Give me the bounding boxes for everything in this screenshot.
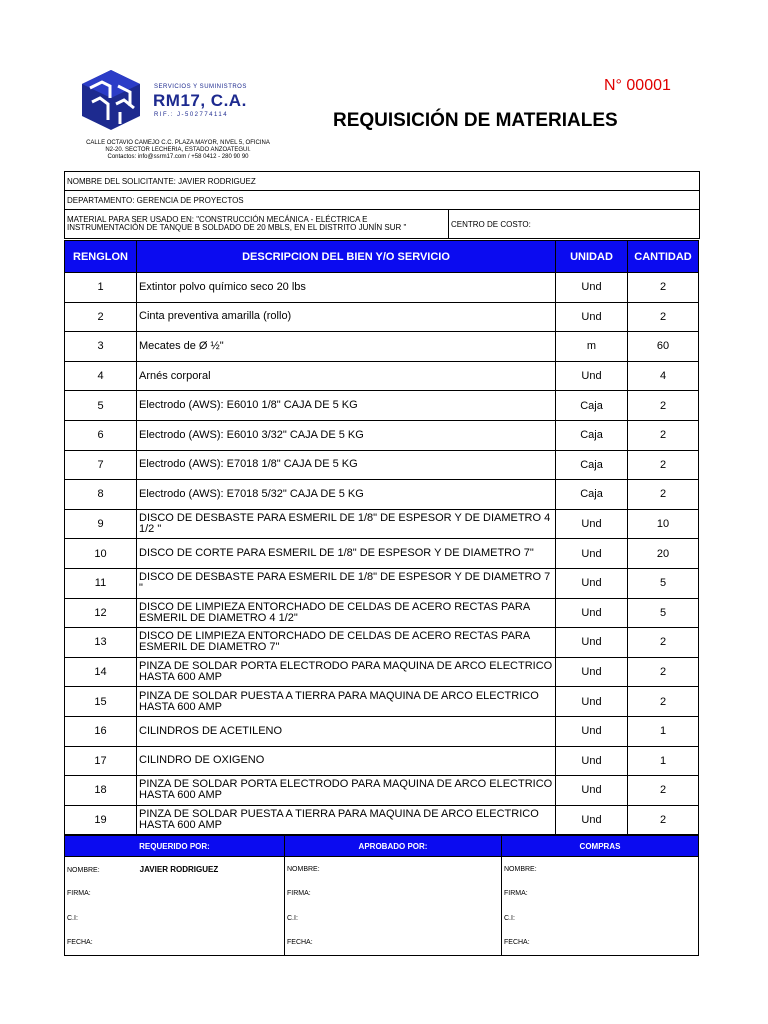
- cantidad-cell: 2: [628, 776, 699, 806]
- descripcion-cell: Extintor polvo químico seco 20 lbs: [137, 273, 556, 303]
- table-row: [65, 273, 699, 303]
- header-descripcion: DESCRIPCION DEL BIEN Y/O SERVICIO: [137, 241, 556, 273]
- table-row: [65, 805, 699, 835]
- cantidad-cell: 2: [628, 420, 699, 450]
- requerido-header: REQUERIDO POR:: [65, 836, 285, 857]
- table-row: [65, 598, 699, 628]
- signature-firma-row: [65, 882, 699, 907]
- unidad-cell: Und: [556, 687, 628, 717]
- document-title: REQUISICIÓN DE MATERIALES: [333, 110, 618, 131]
- table-row: [65, 391, 699, 421]
- renglon-cell: 1: [65, 273, 137, 303]
- cantidad-cell: 5: [628, 598, 699, 628]
- address-contact: Contactos: info@ssrm17.com / +58 0412 - 280 90 90: [107, 154, 249, 160]
- unidad-cell: Und: [556, 273, 628, 303]
- renglon-cell: 19: [65, 805, 137, 835]
- renglon-cell: 14: [65, 657, 137, 687]
- cantidad-cell: 2: [628, 628, 699, 658]
- header-renglon: RENGLON: [65, 241, 137, 273]
- descripcion-cell: Mecates de Ø ½": [137, 332, 556, 362]
- aprobado-header: APROBADO POR:: [285, 836, 502, 857]
- descripcion-cell: PINZA DE SOLDAR PUESTA A TIERRA PARA MAQUINA DE ARCO ELECTRICO HASTA 600 AMP: [137, 805, 556, 835]
- descripcion-cell: PINZA DE SOLDAR PUESTA A TIERRA PARA MAQUINA DE ARCO ELECTRICO HASTA 600 AMP: [137, 687, 556, 717]
- cantidad-cell: 4: [628, 361, 699, 391]
- firma-label: FIRMA:: [504, 890, 528, 898]
- compras-firma-cell: [502, 882, 699, 907]
- descripcion-cell: DISCO DE DESBASTE PARA ESMERIL DE 1/8" DE ESPESOR Y DE DIAMETRO 4 1/2 ": [137, 509, 556, 539]
- cantidad-cell: 2: [628, 480, 699, 510]
- material-line: INSTRUMENTACIÓN DE TANQUE B SOLDADO DE 20 MBLS, EN EL DISTRITO JUNÍN SUR ": [67, 223, 407, 232]
- cantidad-cell: 5: [628, 568, 699, 598]
- table-row: [65, 746, 699, 776]
- cantidad-cell: 2: [628, 391, 699, 421]
- material-line: MATERIAL PARA SER USADO EN: "CONSTRUCCIÓN MECÁNICA - ELÉCTRICA E: [67, 215, 368, 224]
- centro-costo-field: CENTRO DE COSTO:: [451, 219, 531, 229]
- material-field: [65, 210, 449, 238]
- descripcion-cell: CILINDROS DE ACETILENO: [137, 716, 556, 746]
- table-row: [65, 716, 699, 746]
- company-address: [62, 140, 294, 161]
- aprobado-nombre-cell: [285, 857, 502, 882]
- descripcion-cell: CILINDRO DE OXIGENO: [137, 746, 556, 776]
- table-row: [65, 776, 699, 806]
- descripcion-cell: DISCO DE LIMPIEZA ENTORCHADO DE CELDAS DE ACERO RECTAS PARA ESMERIL DE DIAMETRO 4 1/2": [137, 598, 556, 628]
- compras-fecha-cell: [502, 931, 699, 956]
- compras-nombre-cell: [502, 857, 699, 882]
- table-row: [65, 420, 699, 450]
- requisition-info: [64, 171, 700, 239]
- company-name: RM17, C.A.: [153, 91, 247, 110]
- solicitante-field: NOMBRE DEL SOLICITANTE: JAVIER RODRIGUEZ: [67, 176, 256, 186]
- unidad-cell: Und: [556, 805, 628, 835]
- unidad-cell: m: [556, 332, 628, 362]
- table-row: [65, 332, 699, 362]
- aprobado-fecha-cell: [285, 931, 502, 956]
- descripcion-cell: DISCO DE LIMPIEZA ENTORCHADO DE CELDAS DE ACERO RECTAS PARA ESMERIL DE DIAMETRO 7": [137, 628, 556, 658]
- table-row: [65, 687, 699, 717]
- unidad-cell: Und: [556, 657, 628, 687]
- descripcion-cell: Electrodo (AWS): E7018 1/8" CAJA DE 5 KG: [137, 450, 556, 480]
- address-line: CALLE OCTAVIO CAMEJO C.C. PLAZA MAYOR, NIVEL 5, OFICINA: [86, 140, 270, 146]
- nombre-label: NOMBRE:: [504, 865, 537, 873]
- cantidad-cell: 2: [628, 687, 699, 717]
- company-logo: [80, 68, 142, 132]
- unidad-cell: Und: [556, 776, 628, 806]
- cantidad-cell: 2: [628, 302, 699, 332]
- firma-label: FIRMA:: [67, 890, 91, 898]
- nombre-label: NOMBRE:: [287, 865, 320, 873]
- unidad-cell: Und: [556, 568, 628, 598]
- requerido-nombre-value: JAVIER RODRIGUEZ: [139, 864, 219, 874]
- table-row: [65, 628, 699, 658]
- departamento-field: DEPARTAMENTO: GERENCIA DE PROYECTOS: [67, 195, 244, 205]
- cantidad-cell: 60: [628, 332, 699, 362]
- cantidad-cell: 20: [628, 539, 699, 569]
- descripcion-cell: Electrodo (AWS): E6010 1/8" CAJA DE 5 KG: [137, 391, 556, 421]
- cantidad-cell: 2: [628, 657, 699, 687]
- ci-label: C.I:: [287, 914, 298, 922]
- renglon-cell: 3: [65, 332, 137, 362]
- cantidad-cell: 2: [628, 805, 699, 835]
- renglon-cell: 5: [65, 391, 137, 421]
- table-row: [65, 302, 699, 332]
- renglon-cell: 10: [65, 539, 137, 569]
- renglon-cell: 12: [65, 598, 137, 628]
- renglon-cell: 6: [65, 420, 137, 450]
- materials-table: [64, 240, 699, 835]
- renglon-cell: 11: [65, 568, 137, 598]
- header-unidad: UNIDAD: [556, 241, 628, 273]
- descripcion-cell: DISCO DE CORTE PARA ESMERIL DE 1/8" DE ESPESOR Y DE DIAMETRO 7": [137, 539, 556, 569]
- renglon-cell: 17: [65, 746, 137, 776]
- table-row: [65, 509, 699, 539]
- unidad-cell: Caja: [556, 480, 628, 510]
- unidad-cell: Und: [556, 302, 628, 332]
- fecha-label: FECHA:: [67, 939, 93, 947]
- table-row: [65, 361, 699, 391]
- table-row: [65, 568, 699, 598]
- cantidad-cell: 2: [628, 450, 699, 480]
- cantidad-cell: 1: [628, 746, 699, 776]
- firma-label: FIRMA:: [287, 890, 311, 898]
- unidad-cell: Und: [556, 716, 628, 746]
- compras-header: COMPRAS: [502, 836, 699, 857]
- descripcion-cell: Arnés corporal: [137, 361, 556, 391]
- signature-name-row: [65, 857, 699, 882]
- renglon-cell: 8: [65, 480, 137, 510]
- descripcion-cell: Cinta preventiva amarilla (rollo): [137, 302, 556, 332]
- table-row: [65, 450, 699, 480]
- table-row: [65, 480, 699, 510]
- solicitante-row: [65, 172, 699, 191]
- address-line: N2-20. SECTOR LECHERIA, ESTADO ANZOATEGUI.: [105, 147, 251, 153]
- unidad-cell: Und: [556, 539, 628, 569]
- company-tagline: SERVICIOS Y SUMINISTROS: [154, 84, 247, 90]
- document-number: N° 00001: [604, 77, 671, 94]
- ci-label: C.I:: [67, 914, 78, 922]
- unidad-cell: Und: [556, 509, 628, 539]
- requerido-firma-cell: [65, 882, 285, 907]
- cantidad-cell: 10: [628, 509, 699, 539]
- unidad-cell: Und: [556, 361, 628, 391]
- fecha-label: FECHA:: [287, 939, 313, 947]
- aprobado-firma-cell: [285, 882, 502, 907]
- table-header-row: [65, 241, 699, 273]
- signatures-header-row: [65, 836, 699, 857]
- signature-ci-row: [65, 906, 699, 931]
- unidad-cell: Und: [556, 628, 628, 658]
- cantidad-cell: 1: [628, 716, 699, 746]
- unidad-cell: Und: [556, 746, 628, 776]
- unidad-cell: Caja: [556, 391, 628, 421]
- unidad-cell: Und: [556, 598, 628, 628]
- material-row: [65, 210, 699, 238]
- renglon-cell: 13: [65, 628, 137, 658]
- cantidad-cell: 2: [628, 273, 699, 303]
- renglon-cell: 18: [65, 776, 137, 806]
- ci-label: C.I:: [504, 914, 515, 922]
- renglon-cell: 9: [65, 509, 137, 539]
- header-cantidad: CANTIDAD: [628, 241, 699, 273]
- renglon-cell: 15: [65, 687, 137, 717]
- descripcion-cell: DISCO DE DESBASTE PARA ESMERIL DE 1/8" DE ESPESOR Y DE DIAMETRO 7 ": [137, 568, 556, 598]
- departamento-row: [65, 191, 699, 210]
- descripcion-cell: PINZA DE SOLDAR PORTA ELECTRODO PARA MAQUINA DE ARCO ELECTRICO HASTA 600 AMP: [137, 657, 556, 687]
- renglon-cell: 16: [65, 716, 137, 746]
- unidad-cell: Caja: [556, 420, 628, 450]
- table-row: [65, 657, 699, 687]
- table-row: [65, 539, 699, 569]
- renglon-cell: 7: [65, 450, 137, 480]
- aprobado-ci-cell: [285, 906, 502, 931]
- descripcion-cell: PINZA DE SOLDAR PORTA ELECTRODO PARA MAQUINA DE ARCO ELECTRICO HASTA 600 AMP: [137, 776, 556, 806]
- requerido-nombre-cell: [65, 857, 285, 882]
- unidad-cell: Caja: [556, 450, 628, 480]
- signatures-table: [64, 835, 699, 956]
- fecha-label: FECHA:: [504, 939, 530, 947]
- signature-fecha-row: [65, 931, 699, 956]
- company-rif: RIF.: J-502774114: [154, 112, 229, 118]
- requerido-ci-cell: [65, 906, 285, 931]
- renglon-cell: 4: [65, 361, 137, 391]
- compras-ci-cell: [502, 906, 699, 931]
- descripcion-cell: Electrodo (AWS): E7018 5/32" CAJA DE 5 KG: [137, 480, 556, 510]
- nombre-label: NOMBRE:: [67, 866, 100, 874]
- renglon-cell: 2: [65, 302, 137, 332]
- requerido-fecha-cell: [65, 931, 285, 956]
- descripcion-cell: Electrodo (AWS): E6010 3/32" CAJA DE 5 KG: [137, 420, 556, 450]
